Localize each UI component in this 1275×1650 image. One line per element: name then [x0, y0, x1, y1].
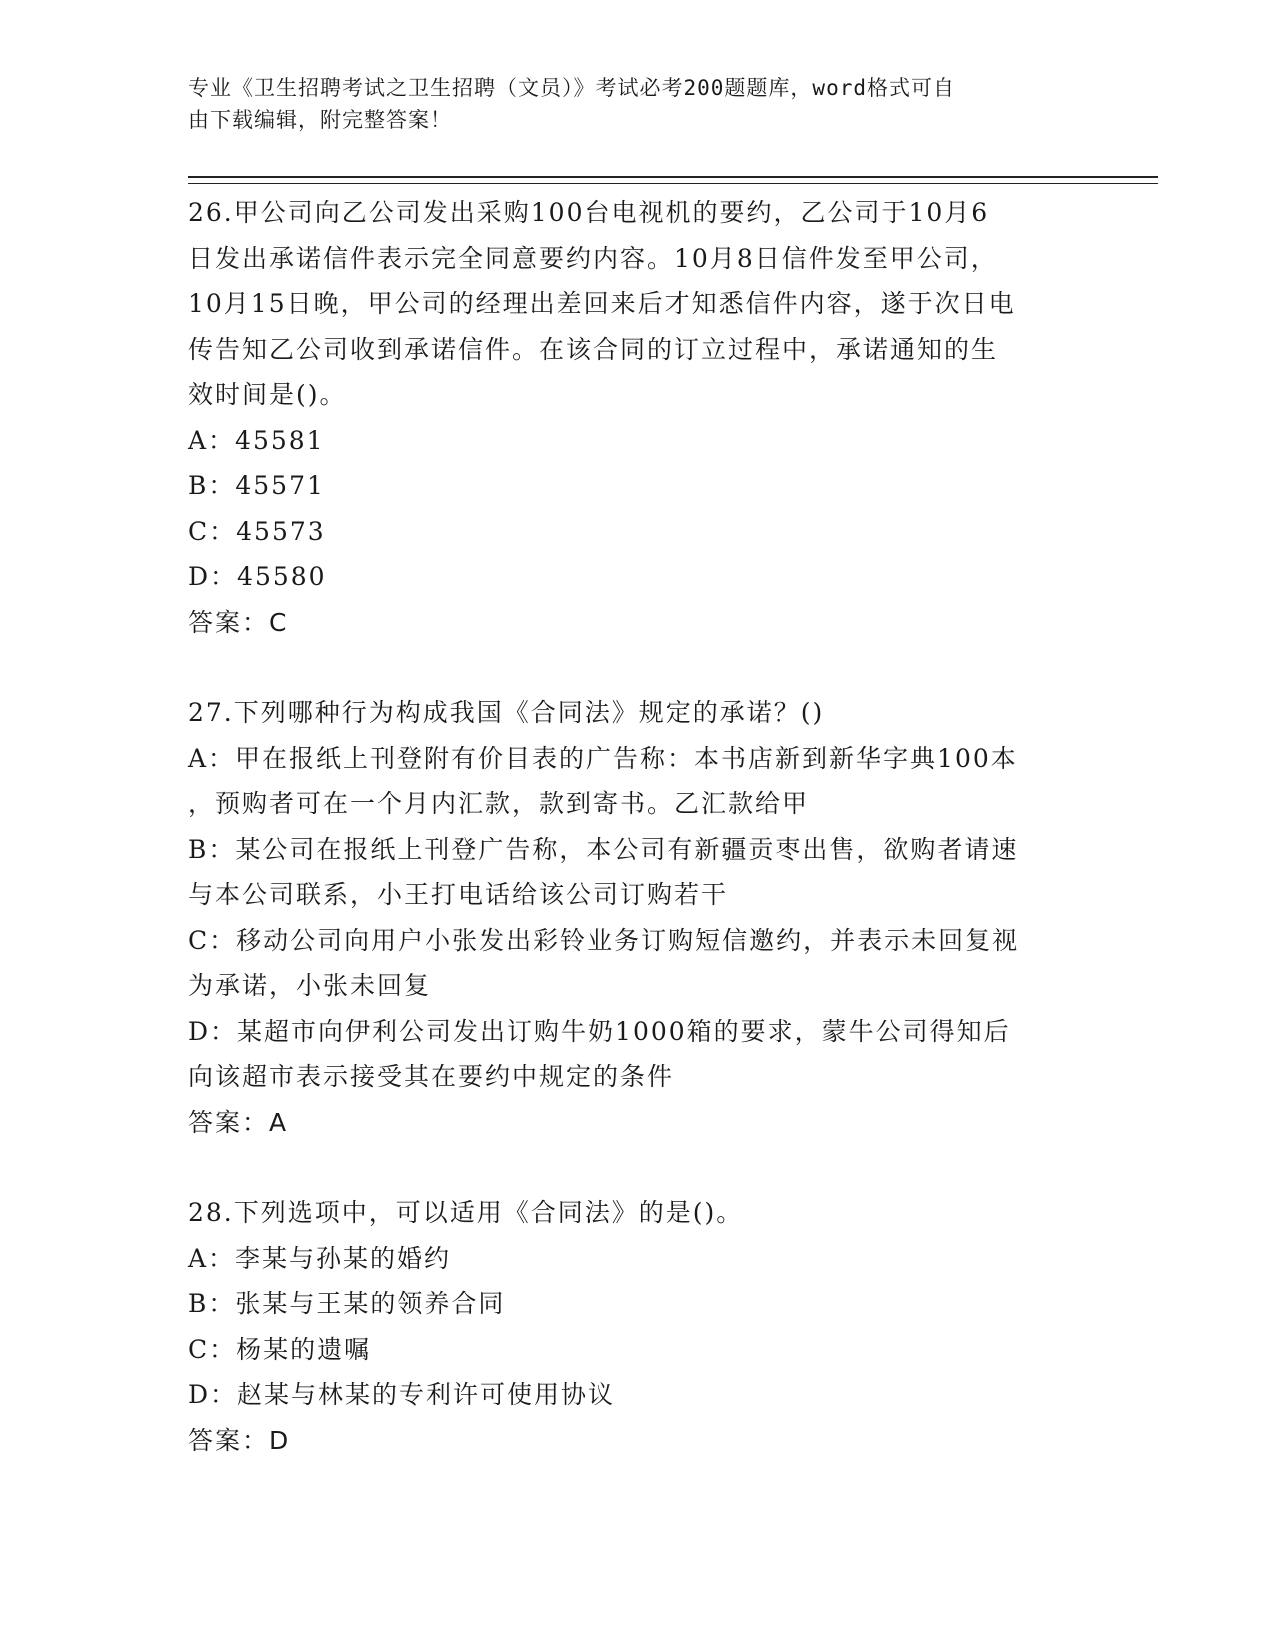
option-b-continued: 与本公司联系，小王打电话给该公司订购若干	[188, 880, 729, 909]
option-c: C：杨某的遗嘱	[188, 1334, 372, 1364]
option-a: A：45581	[188, 425, 325, 455]
question-28	[188, 1190, 1088, 1463]
question-stem-line: 效时间是()。	[188, 380, 347, 409]
option-c-continued: 为承诺，小张未回复	[188, 971, 432, 1000]
option-a-continued: ，预购者可在一个月内汇款，款到寄书。乙汇款给甲	[188, 789, 810, 818]
option-b: B：张某与王某的领养合同	[188, 1289, 506, 1318]
question-stem-line: 26.甲公司向乙公司发出采购100台电视机的要约，乙公司于10月6	[188, 198, 990, 227]
option-a: A：甲在报纸上刊登附有价目表的广告称：本书店新到新华字典100本	[188, 743, 1018, 773]
option-d-continued: 向该超市表示接受其在要约中规定的条件	[188, 1062, 675, 1091]
question-stem-line: 28.下列选项中，可以适用《合同法》的是()。	[188, 1198, 744, 1227]
option-d: D：某超市向伊利公司发出订购牛奶1000箱的要求，蒙牛公司得知后	[188, 1016, 1011, 1046]
option-a: A：李某与孙某的婚约	[188, 1243, 452, 1273]
document-header	[188, 72, 1068, 136]
header-divider-thick	[188, 176, 1158, 178]
header-divider-thin	[188, 183, 1158, 184]
header-line: 由下载编辑，附完整答案！	[188, 108, 452, 132]
question-27	[188, 690, 1088, 1145]
option-d: D：赵某与林某的专利许可使用协议	[188, 1380, 616, 1409]
option-c: C：移动公司向用户小张发出彩铃业务订购短信邀约，并表示未回复视	[188, 925, 1020, 955]
question-stem-line: 传告知乙公司收到承诺信件。在该合同的订立过程中，承诺通知的生	[188, 334, 999, 364]
answer-line: 答案：C	[188, 607, 289, 637]
question-stem-line: 10月15日晚，甲公司的经理出差回来后才知悉信件内容，遂于次日电	[188, 289, 1016, 318]
header-line: 专业《卫生招聘考试之卫生招聘（文员）》考试必考200题题库，word格式可自	[188, 76, 955, 100]
answer-line: 答案：D	[188, 1425, 291, 1455]
answer-line: 答案：A	[188, 1107, 289, 1137]
question-stem-line: 27.下列哪种行为构成我国《合同法》规定的承诺？()	[188, 698, 825, 727]
question-stem-line: 日发出承诺信件表示完全同意要约内容。10月8日信件发至甲公司，	[188, 243, 998, 273]
question-26	[188, 190, 1088, 645]
option-c: C：45573	[188, 516, 326, 546]
option-d: D：45580	[188, 562, 327, 591]
option-b: B：某公司在报纸上刊登广告称，本公司有新疆贡枣出售，欲购者请速	[188, 834, 1019, 864]
option-b: B：45571	[188, 471, 325, 500]
